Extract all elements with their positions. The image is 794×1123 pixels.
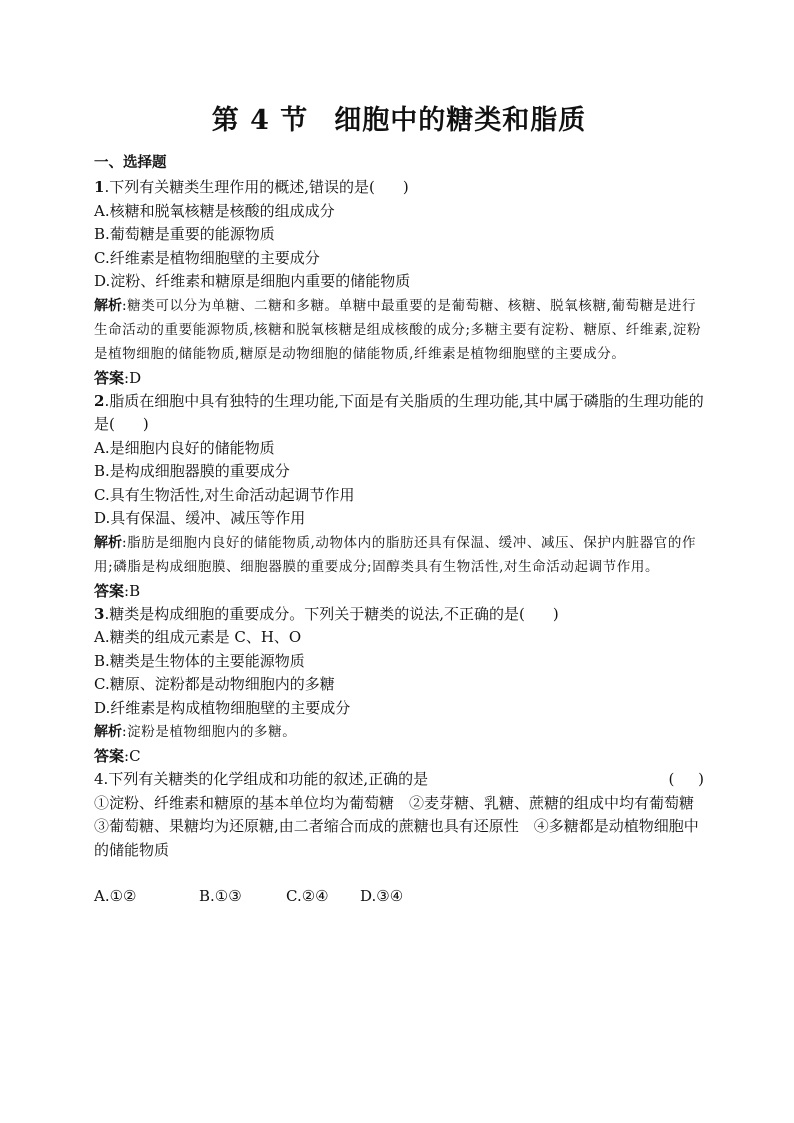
option-a: A.核糖和脱氧核糖是核酸的组成成分 [94,201,335,220]
title-section-number: 第 4 节 [211,105,309,136]
question-3 [94,603,704,769]
answer-parentheses: ( ) [668,770,704,788]
question-4 [94,768,710,909]
explanation: 解析:淀粉是植物细胞内的多糖。 [94,724,297,740]
answer: 答案:C [94,747,141,765]
option-b: B.是构成细胞器膜的重要成分 [94,462,290,480]
choice-row [94,885,704,909]
page-title [94,102,704,140]
choice-a: A.①② [94,887,137,905]
explanation: 解析:糖类可以分为单糖、二糖和多糖。单糖中最重要的是葡萄糖、核糖、脱氧核糖,葡萄糖是进行生命活动的重要能源物质,核糖和脱氧核糖是组成核酸的成分;多糖主要有淀粉、糖原、纤维素,淀粉是植物细胞的储能物质,糖原是动物细胞的储能物质,纤维素是植物细胞壁的主要成分。 [94,297,702,362]
question-stem: 2.脂质在细胞中具有独特的生理功能,下面是有关脂质的生理功能,其中属于磷脂的生理功能的是( ) [94,391,704,433]
question-stem: 3.糖类是构成细胞的重要成分。下列关于糖类的说法,不正确的是( ) [94,604,559,623]
option-b: B.葡萄糖是重要的能源物质 [94,225,275,243]
answer: 答案:B [94,581,141,600]
option-d: D.具有保温、缓冲、减压等作用 [94,509,306,527]
option-c: C.具有生物活性,对生命活动起调节作用 [94,485,355,504]
question-stem: 1.下列有关糖类生理作用的概述,错误的是( ) [94,178,409,196]
section-heading: 一、选择题 [94,154,167,171]
question-1 [94,176,704,390]
question-statements: ①淀粉、纤维素和糖原的基本单位均为葡萄糖 ②麦芽糖、乳糖、蔗糖的组成中均有葡萄糖 ③葡萄糖、果糖均为还原糖,由二者缩合而成的蔗糖也具有还原性 ④多糖都是动植物细胞中的储能物质 [94,793,710,859]
title-topic: 细胞中的糖类和脂质 [334,105,587,136]
option-b: B.糖类是生物体的主要能源物质 [94,651,305,670]
answer: 答案:D [94,368,142,387]
document-page [94,102,710,909]
explanation: 解析:脂肪是细胞内良好的储能物质,动物体内的脂肪还具有保温、缓冲、减压、保护内脏器官的作用;磷脂是构成细胞膜、细胞器膜的重要成分;固醇类具有生物活性,对生命活动起调节作用。 [94,534,697,575]
question-stem: 4.下列有关糖类的化学组成和功能的叙述,正确的是 ( ) [94,768,704,792]
question-2 [94,390,704,603]
option-a: A.是细胞内良好的储能物质 [94,438,275,457]
option-c: C.纤维素是植物细胞壁的主要成分 [94,248,320,267]
choice-d: D.③④ [360,887,404,905]
option-a: A.糖类的组成元素是 C、H、O [94,628,302,646]
choice-c: C.②④ [286,887,329,905]
option-d: D.淀粉、纤维素和糖原是细胞内重要的储能物质 [94,272,411,290]
choice-b: B.①③ [199,887,242,905]
option-c: C.糖原、淀粉都是动物细胞内的多糖 [94,675,335,693]
option-d: D.纤维素是构成植物细胞壁的主要成分 [94,698,351,717]
